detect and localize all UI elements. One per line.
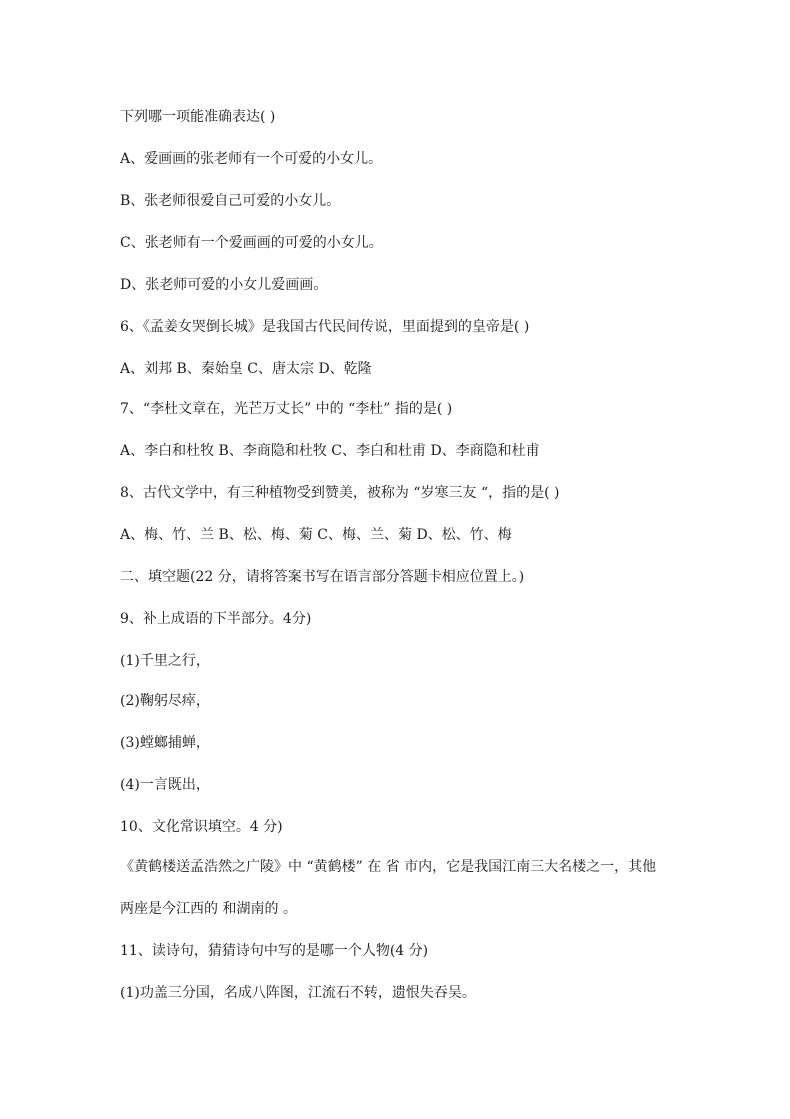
option-line: A、梅、竹、兰 B、松、梅、菊 C、梅、兰、菊 D、松、竹、梅: [120, 527, 512, 543]
item-line: (1)功盖三分国，名成八阵图，江流石不转，遗恨失吞吴。: [120, 985, 476, 1001]
body-text-line: 两座是今江西的 和湖南的 。: [120, 901, 297, 917]
option-line: A、刘邦 B、秦始皇 C、唐太宗 D、乾隆: [120, 361, 372, 377]
question-line: 11、读诗句，猜猜诗句中写的是哪一个人物(4 分): [120, 943, 429, 959]
option-line: A、爱画画的张老师有一个可爱的小女儿。: [120, 151, 383, 167]
option-line: B、张老师很爱自己可爱的小女儿。: [120, 193, 341, 209]
section-heading: 二、填空题(22 分，请将答案书写在语言部分答题卡相应位置上。): [120, 569, 525, 585]
option-line: A、李白和杜牧 B、李商隐和杜牧 C、李白和杜甫 D、李商隐和杜甫: [120, 443, 540, 459]
question-line: 6、《孟姜女哭倒长城》是我国古代民间传说，里面提到的皇帝是( ): [120, 319, 530, 335]
question-stem-line: 下列哪一项能准确表达( ): [120, 109, 276, 125]
body-text-line: 《黄鹤楼送孟浩然之广陵》中 “黄鹤楼” 在 省 市内，它是我国江南三大名楼之一，其他: [120, 859, 657, 875]
question-line: 9、补上成语的下半部分。4分): [120, 611, 312, 627]
item-line: (2)鞠躬尽瘁，: [120, 693, 210, 709]
item-line: (4)一言既出，: [120, 777, 210, 793]
option-line: C、张老师有一个爱画画的可爱的小女儿。: [120, 235, 383, 251]
item-line: (1)千里之行，: [120, 653, 210, 669]
option-line: D、张老师可爱的小女儿爱画画。: [120, 277, 328, 293]
question-line: 8、古代文学中，有三种植物受到赞美，被称为 “岁寒三友 “，指的是( ): [120, 485, 560, 501]
question-line: 7、“李杜文章在，光芒万丈长” 中的 “李杜” 指的是( ): [120, 401, 453, 417]
item-line: (3)螳螂捕蝉，: [120, 735, 210, 751]
question-line: 10、文化常识填空。4 分): [120, 819, 283, 835]
